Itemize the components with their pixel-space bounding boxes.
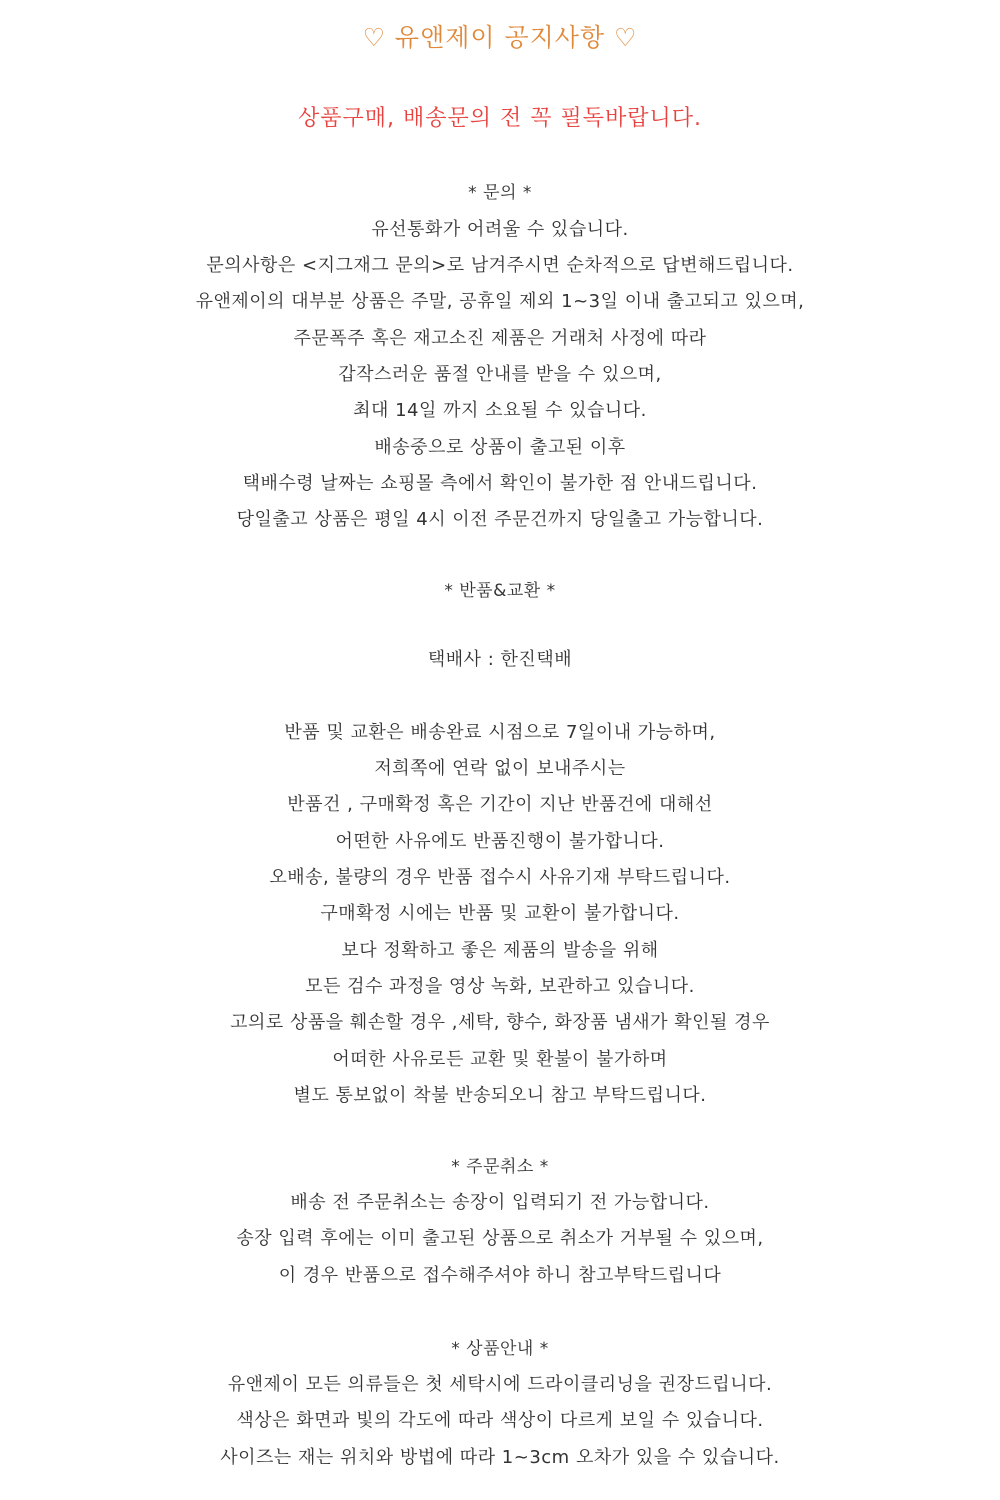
- returns-line: 모든 검수 과정을 영상 녹화, 보관하고 있습니다.: [305, 976, 695, 997]
- returns-line: 저희쪽에 연락 없이 보내주시는: [374, 758, 626, 779]
- product-line: 유앤제이 모든 의류들은 첫 세탁시에 드라이클리닝을 권장드립니다.: [227, 1374, 773, 1395]
- returns-line: 어떠한 사유로든 교환 및 환불이 불가하며: [332, 1049, 668, 1070]
- cancel-heading: * 주문취소 *: [451, 1157, 549, 1177]
- inquiry-line: 당일출고 상품은 평일 4시 이전 주문건까지 당일출고 가능합니다.: [236, 509, 764, 530]
- inquiry-line: 주문폭주 혹은 재고소진 제품은 거래처 사정에 따라: [293, 328, 707, 349]
- notice-title: ♡ 유앤제이 공지사항 ♡: [362, 23, 638, 52]
- product-heading: * 상품안내 *: [451, 1339, 549, 1359]
- cancel-line: 이 경우 반품으로 접수해주셔야 하니 참고부탁드립니다: [278, 1265, 722, 1286]
- inquiry-line: 최대 14일 까지 소요될 수 있습니다.: [353, 400, 647, 421]
- cancel-line: 배송 전 주문취소는 송장이 입력되기 전 가능합니다.: [290, 1192, 710, 1213]
- returns-line: 별도 통보없이 착불 반송되오니 참고 부탁드립니다.: [293, 1085, 707, 1106]
- returns-line: 반품건 , 구매확정 혹은 기간이 지난 반품건에 대해선: [287, 794, 713, 815]
- product-line: 사이즈는 재는 위치와 방법에 따라 1~3cm 오차가 있을 수 있습니다.: [220, 1447, 780, 1468]
- inquiry-line: 문의사항은 <지그재그 문의>로 남겨주시면 순차적으로 답변해드립니다.: [206, 255, 794, 276]
- returns-line: 어떤한 사유에도 반품진행이 불가합니다.: [335, 831, 665, 852]
- inquiry-line: 택배수령 날짜는 쇼핑몰 측에서 확인이 불가한 점 안내드립니다.: [242, 473, 758, 494]
- cancel-line: 송장 입력 후에는 이미 출고된 상품으로 취소가 거부될 수 있으며,: [236, 1228, 764, 1249]
- courier-info: 택배사 : 한진택배: [427, 649, 573, 670]
- returns-line: 보다 정확하고 좋은 제품의 발송을 위해: [341, 940, 659, 961]
- inquiry-heading: * 문의 *: [468, 183, 532, 203]
- inquiry-line: 배송중으로 상품이 출고된 이후: [374, 437, 626, 458]
- returns-heading: * 반품&교환 *: [444, 581, 556, 601]
- inquiry-line: 유선통화가 어려울 수 있습니다.: [371, 219, 629, 240]
- notice-subtitle: 상품구매, 배송문의 전 꼭 필독바랍니다.: [298, 106, 702, 131]
- product-line: 색상은 화면과 빛의 각도에 따라 색상이 다르게 보일 수 있습니다.: [236, 1410, 764, 1431]
- returns-line: 반품 및 교환은 배송완료 시점으로 7일이내 가능하며,: [284, 722, 716, 743]
- returns-line: 고의로 상품을 훼손할 경우 ,세탁, 향수, 화장품 냄새가 확인될 경우: [230, 1012, 770, 1033]
- inquiry-line: 유앤제이의 대부분 상품은 주말, 공휴일 제외 1~3일 이내 출고되고 있으며,: [195, 291, 805, 312]
- inquiry-line: 갑작스러운 품절 안내를 받을 수 있으며,: [338, 364, 662, 385]
- returns-line: 구매확정 시에는 반품 및 교환이 불가합니다.: [320, 903, 680, 924]
- returns-line: 오배송, 불량의 경우 반품 접수시 사유기재 부탁드립니다.: [269, 867, 731, 888]
